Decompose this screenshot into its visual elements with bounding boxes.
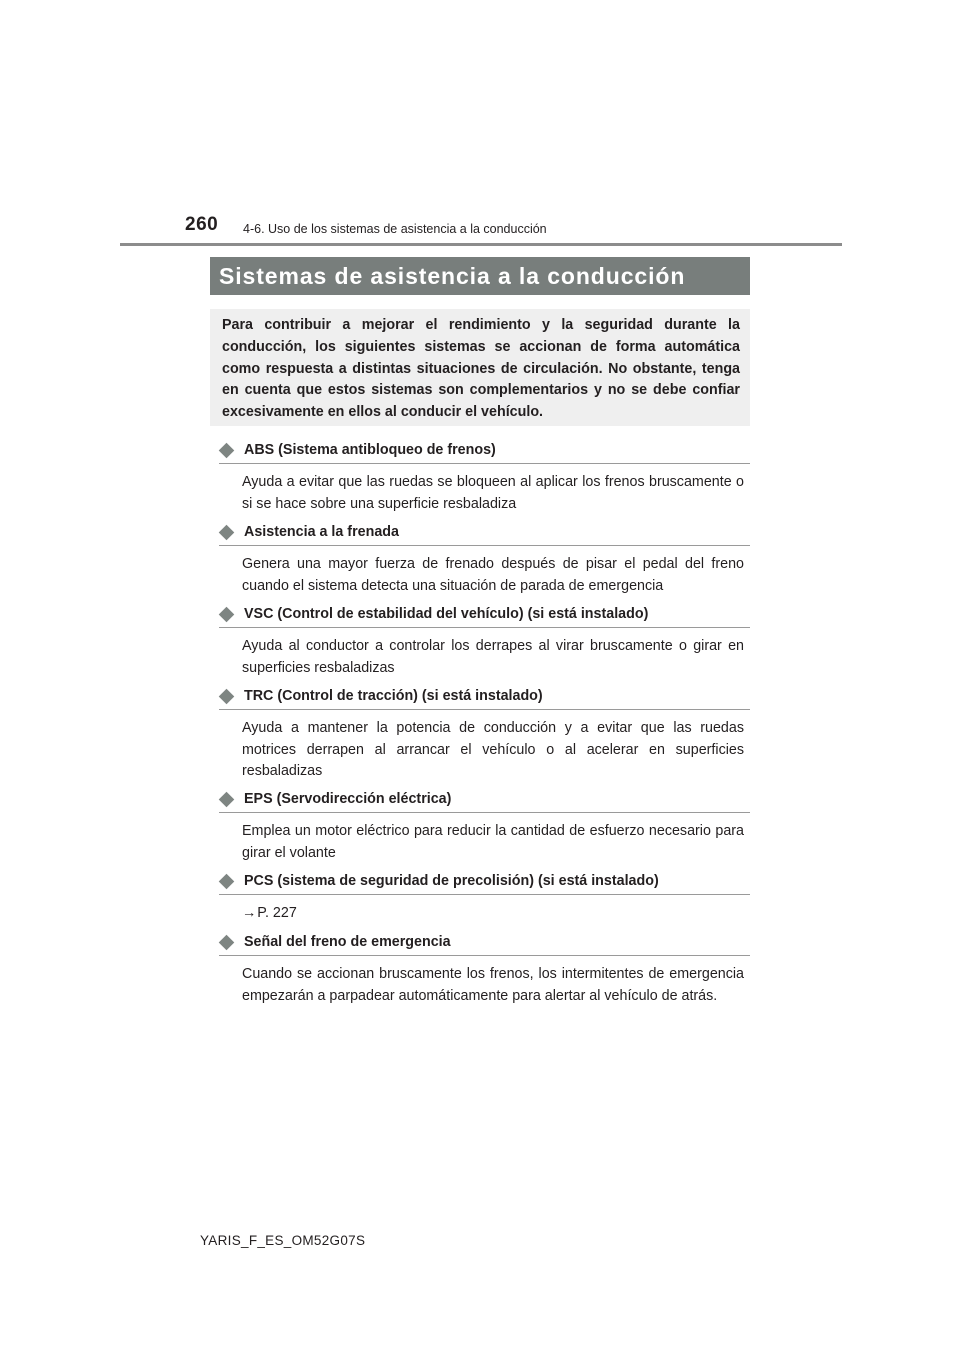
arrow-right-icon: → xyxy=(242,905,257,921)
item-heading-text: EPS (Servodirección eléctrica) xyxy=(244,791,452,807)
item-body: Genera una mayor fuerza de frenado después de pisar el pedal del freno cuando el sistema detecta una situación de parada de emergencia xyxy=(242,556,744,594)
item-heading xyxy=(219,439,750,464)
item-heading xyxy=(219,685,750,710)
item-body: Ayuda a evitar que las ruedas se bloqueen al aplicar los frenos bruscamente o si se hace sobre una superficie resbaladiza xyxy=(242,474,744,512)
item-heading-text: Asistencia a la frenada xyxy=(244,524,399,540)
page-number: 260 xyxy=(185,214,219,235)
footer-document-code: YARIS_F_ES_OM52G07S xyxy=(200,1233,366,1248)
list-item-eps xyxy=(219,788,750,864)
diamond-bullet-icon xyxy=(219,606,235,622)
section-reference: 4-6. Uso de los sistemas de asistencia a la conducción xyxy=(243,222,547,236)
page-title: Sistemas de asistencia a la conducción xyxy=(219,262,686,289)
diamond-bullet-icon xyxy=(219,791,235,807)
item-body: Ayuda al conductor a controlar los derrapes al virar bruscamente o girar en superficies resbaladizas xyxy=(242,638,744,676)
diamond-bullet-icon xyxy=(219,524,235,540)
item-body: Emplea un motor eléctrico para reducir la cantidad de esfuerzo necesario para girar el volante xyxy=(242,823,744,861)
item-heading-text: ABS (Sistema antibloqueo de frenos) xyxy=(244,442,496,458)
page-reference-link[interactable]: P. 227 xyxy=(257,905,297,921)
header-rule xyxy=(120,243,842,246)
item-body xyxy=(242,903,744,925)
item-heading-text: Señal del freno de emergencia xyxy=(244,934,451,950)
list-item-emergency-brake-signal xyxy=(219,931,750,1007)
item-body: Cuando se accionan bruscamente los frenos, los intermitentes de emergencia empezarán a parpadear automáticamente para alertar al vehículo de atrás. xyxy=(242,966,744,1004)
list-item-brake-assist xyxy=(219,521,750,597)
item-body: Ayuda a mantener la potencia de conducción y a evitar que las ruedas motrices derrapen al arrancar el vehículo o al acelerar en superficies resbaladizas xyxy=(242,720,744,779)
list-item-vsc xyxy=(219,603,750,679)
item-heading xyxy=(219,870,750,895)
title-bar xyxy=(210,257,750,295)
list-item-abs xyxy=(219,439,750,515)
diamond-bullet-icon xyxy=(219,873,235,889)
item-heading xyxy=(219,788,750,813)
item-heading-text: PCS (sistema de seguridad de precolisión) (si está instalado) xyxy=(244,873,659,889)
list-item-trc xyxy=(219,685,750,783)
item-heading xyxy=(219,521,750,546)
item-heading-text: TRC (Control de tracción) (si está instalado) xyxy=(244,688,543,704)
item-heading xyxy=(219,931,750,956)
diamond-bullet-icon xyxy=(219,934,235,950)
diamond-bullet-icon xyxy=(219,688,235,704)
intro-box: Para contribuir a mejorar el rendimiento y la seguridad durante la conducción, los siguientes sistemas se accionan de forma automática como respuesta a distintas situaciones de circulación. No obstante, tenga en cuenta que estos sistemas son complementarios y no se debe confiar excesivamente en ellos al conducir el vehículo. xyxy=(210,309,750,426)
diamond-bullet-icon xyxy=(219,442,235,458)
item-heading xyxy=(219,603,750,628)
item-heading-text: VSC (Control de estabilidad del vehículo) (si está instalado) xyxy=(244,606,649,622)
list-item-pcs xyxy=(219,870,750,925)
